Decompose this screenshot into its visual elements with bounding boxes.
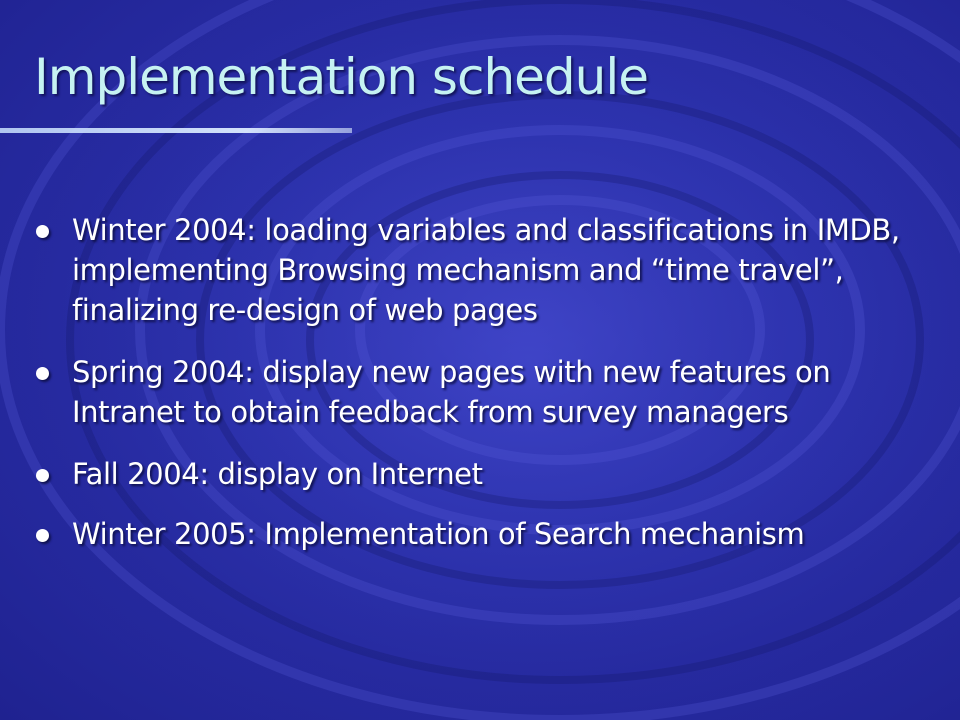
bullet-dot-icon [36,367,49,380]
slide-title: Implementation schedule [34,48,648,106]
bullet-text: Fall 2004: display on Internet [72,457,483,491]
bullet-item-fall-2004 [36,454,928,494]
bullet-item-winter-2004 [36,210,928,330]
bullet-item-spring-2004 [36,352,928,432]
bullet-dot-icon [36,469,49,482]
bullet-item-winter-2005 [36,514,928,554]
bullet-text: Winter 2005: Implementation of Search mechanism [72,517,805,551]
bullet-text: Winter 2004: loading variables and classifications in IMDB, implementing Browsing mechanism and “time travel”, finalizing re-design of web pages [72,213,900,327]
bullet-dot-icon [36,225,49,238]
bullet-dot-icon [36,529,49,542]
title-underline [0,128,352,133]
bullet-text: Spring 2004: display new pages with new features on Intranet to obtain feedback from survey managers [72,355,831,429]
bullet-list [36,210,928,576]
